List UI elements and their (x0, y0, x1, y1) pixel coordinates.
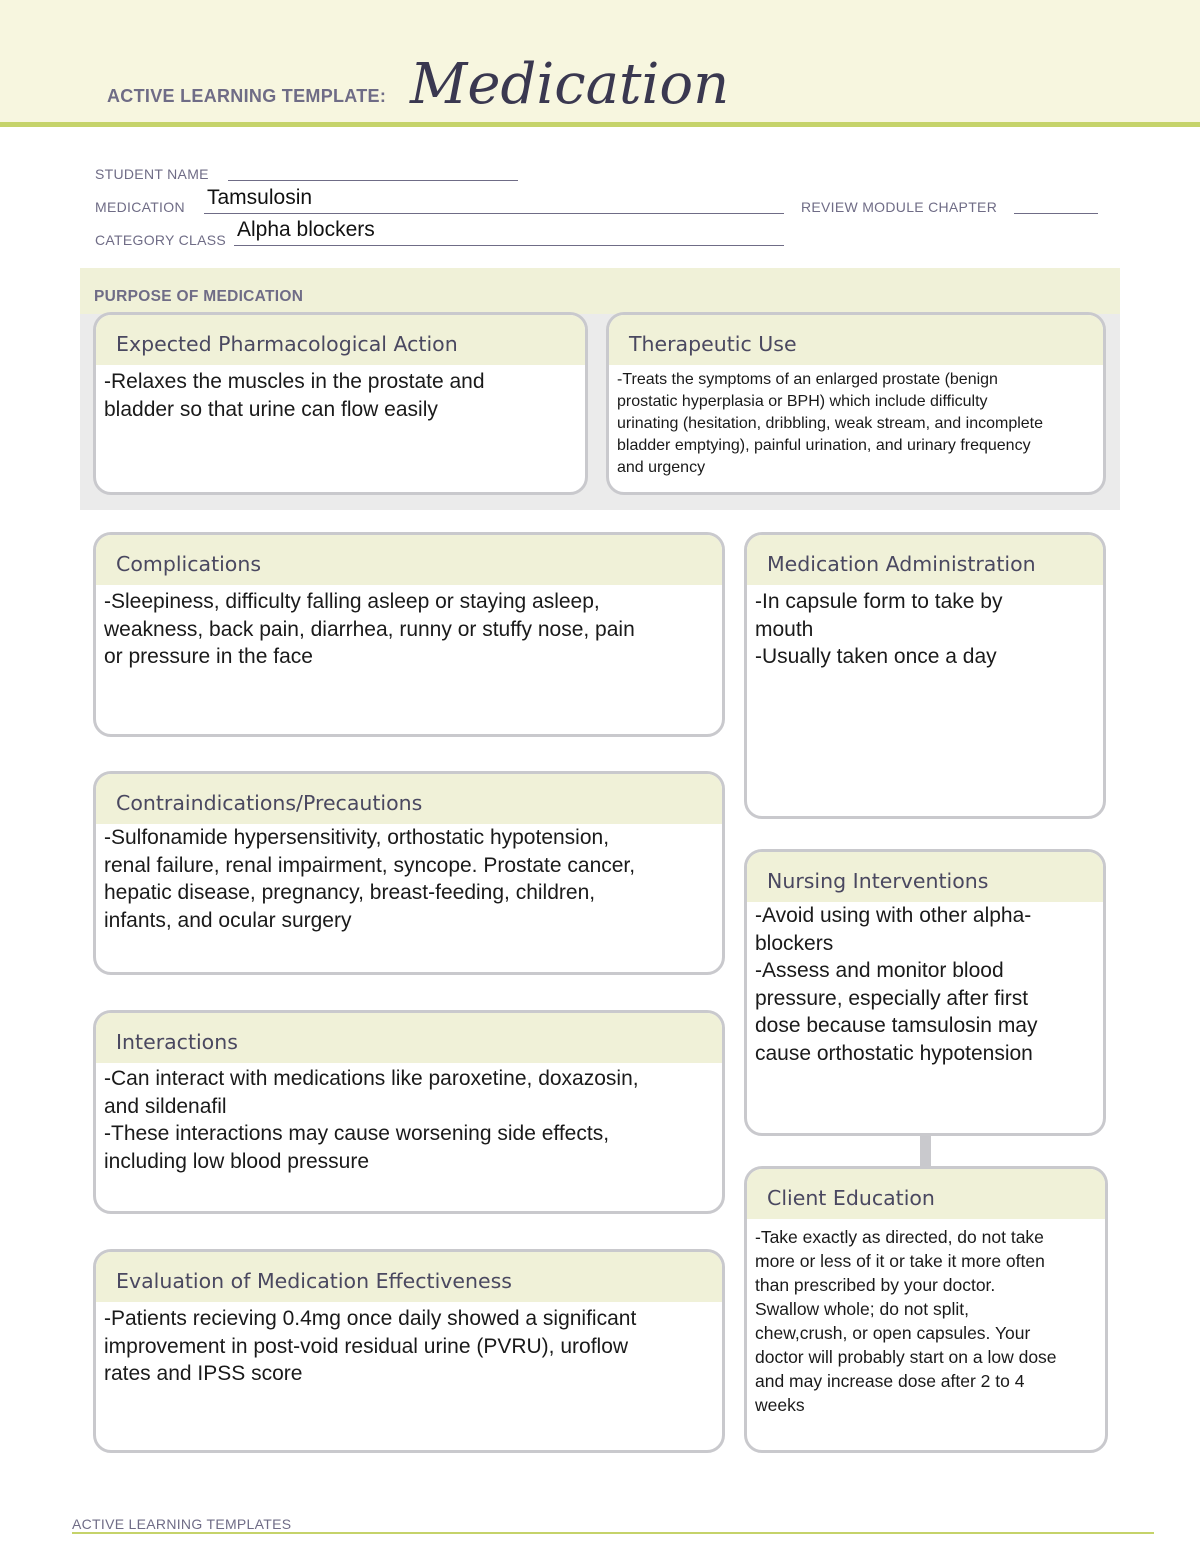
card-header (96, 774, 722, 824)
card-client-education (744, 1166, 1108, 1453)
card-therapeutic-use (606, 312, 1106, 495)
text-line: -Treats the symptoms of an enlarged prostate (benign (617, 371, 998, 388)
text-line: -Take exactly as directed, do not take (755, 1227, 1044, 1247)
card-nursing-interventions (744, 849, 1106, 1136)
medication-value: Tamsulosin (207, 186, 313, 209)
text-line: dose because tamsulosin may (755, 1014, 1038, 1037)
text-line: urinating (hesitation, dribbling, weak stream, and incomplete (617, 415, 1044, 432)
card-contraindications (93, 771, 725, 975)
text-line: cause orthostatic hypotension (755, 1041, 1033, 1065)
text-line: bladder emptying), painful urination, and urinary frequency (617, 437, 1031, 454)
card-body[interactable] (747, 1219, 1105, 1417)
card-medication-administration (744, 532, 1106, 819)
card-title: Medication Administration (767, 552, 1036, 576)
card-title: Client Education (767, 1186, 935, 1210)
text-line: and may increase dose after 2 to 4 (755, 1371, 1025, 1391)
text-line: -Can interact with medications like paroxetine, doxazosin, (104, 1067, 639, 1090)
medication-field[interactable] (204, 213, 784, 214)
text-line: weeks (755, 1395, 805, 1415)
card-header (96, 535, 722, 585)
medication-label: MEDICATION (95, 199, 185, 215)
card-header (747, 535, 1103, 585)
text-line: bladder so that urine can flow easily (104, 397, 438, 421)
card-title: Interactions (116, 1030, 238, 1054)
footer-label: ACTIVE LEARNING TEMPLATES (72, 1516, 292, 1532)
text-line: -Usually taken once a day (755, 645, 997, 668)
category-class-field[interactable] (234, 245, 784, 246)
card-body[interactable] (96, 365, 585, 423)
card-title: Evaluation of Medication Effectiveness (116, 1269, 512, 1293)
text-line: pressure, especially after first (755, 986, 1029, 1010)
card-title: Expected Pharmacological Action (116, 332, 458, 356)
card-interactions (93, 1010, 725, 1214)
text-line: Swallow whole; do not split, (755, 1299, 969, 1319)
card-header (96, 1013, 722, 1063)
card-body[interactable] (747, 585, 1103, 671)
text-line: weakness, back pain, diarrhea, runny or stuffy nose, pain (104, 617, 635, 641)
text-line: prostatic hyperplasia or BPH) which include difficulty (617, 393, 988, 410)
card-body[interactable] (747, 902, 1103, 1067)
text-line: -Relaxes the muscles in the prostate and (104, 370, 485, 393)
card-body[interactable] (96, 824, 722, 934)
card-body[interactable] (609, 365, 1103, 479)
review-module-field[interactable] (1014, 213, 1098, 214)
template-label: ACTIVE LEARNING TEMPLATE: (107, 86, 387, 106)
student-name-field[interactable] (228, 180, 518, 181)
text-line: and urgency (617, 459, 706, 476)
text-line: -Assess and monitor blood (755, 959, 1004, 982)
text-line: infants, and ocular surgery (104, 908, 352, 932)
text-line: or pressure in the face (104, 645, 313, 668)
text-line: rates and IPSS score (104, 1362, 303, 1385)
card-header (96, 315, 585, 365)
review-module-label: REVIEW MODULE CHAPTER (801, 199, 998, 215)
card-title: Complications (116, 552, 262, 576)
header-divider (0, 122, 1200, 127)
text-line: including low blood pressure (104, 1149, 369, 1173)
student-name-label: STUDENT NAME (95, 166, 209, 182)
text-line: chew,crush, or open capsules. Your (755, 1323, 1031, 1343)
text-line: -Avoid using with other alpha- (755, 904, 1032, 927)
section-connector (920, 1136, 931, 1166)
card-body[interactable] (96, 1302, 722, 1388)
text-line: renal failure, renal impairment, syncope. Prostate cancer, (104, 853, 636, 877)
text-line: -Sleepiness, difficulty falling asleep or staying asleep, (104, 590, 600, 613)
card-expected-action (93, 312, 588, 495)
text-line: and sildenafil (104, 1094, 227, 1118)
card-body[interactable] (96, 585, 722, 671)
footer-divider (72, 1532, 1154, 1534)
card-title: Contraindications/Precautions (116, 791, 423, 815)
card-title: Therapeutic Use (629, 332, 797, 356)
purpose-title: PURPOSE OF MEDICATION (94, 288, 304, 305)
card-body[interactable] (96, 1063, 722, 1175)
template-title: Medication (410, 52, 730, 117)
card-header (747, 852, 1103, 902)
card-complications (93, 532, 725, 737)
text-line: -In capsule form to take by (755, 590, 1003, 613)
text-line: blockers (755, 931, 834, 955)
text-line: improvement in post-void residual urine (PVRU), uroflow (104, 1334, 629, 1358)
text-line: more or less of it or take it more often (755, 1251, 1045, 1271)
text-line: doctor will probably start on a low dose (755, 1347, 1057, 1367)
card-header (747, 1169, 1105, 1219)
category-class-value: Alpha blockers (237, 218, 375, 241)
card-header (96, 1252, 722, 1302)
card-header (609, 315, 1103, 365)
text-line: hepatic disease, pregnancy, breast-feeding, children, (104, 881, 596, 904)
text-line: than prescribed by your doctor. (755, 1275, 996, 1295)
text-line: -Patients recieving 0.4mg once daily showed a significant (104, 1307, 637, 1330)
category-class-label: CATEGORY CLASS (95, 232, 227, 248)
text-line: -Sulfonamide hypersensitivity, orthostatic hypotension, (104, 826, 610, 849)
purpose-header (80, 268, 1120, 314)
text-line: mouth (755, 617, 814, 641)
text-line: -These interactions may cause worsening side effects, (104, 1122, 610, 1145)
card-title: Nursing Interventions (767, 869, 989, 893)
card-evaluation (93, 1249, 725, 1453)
